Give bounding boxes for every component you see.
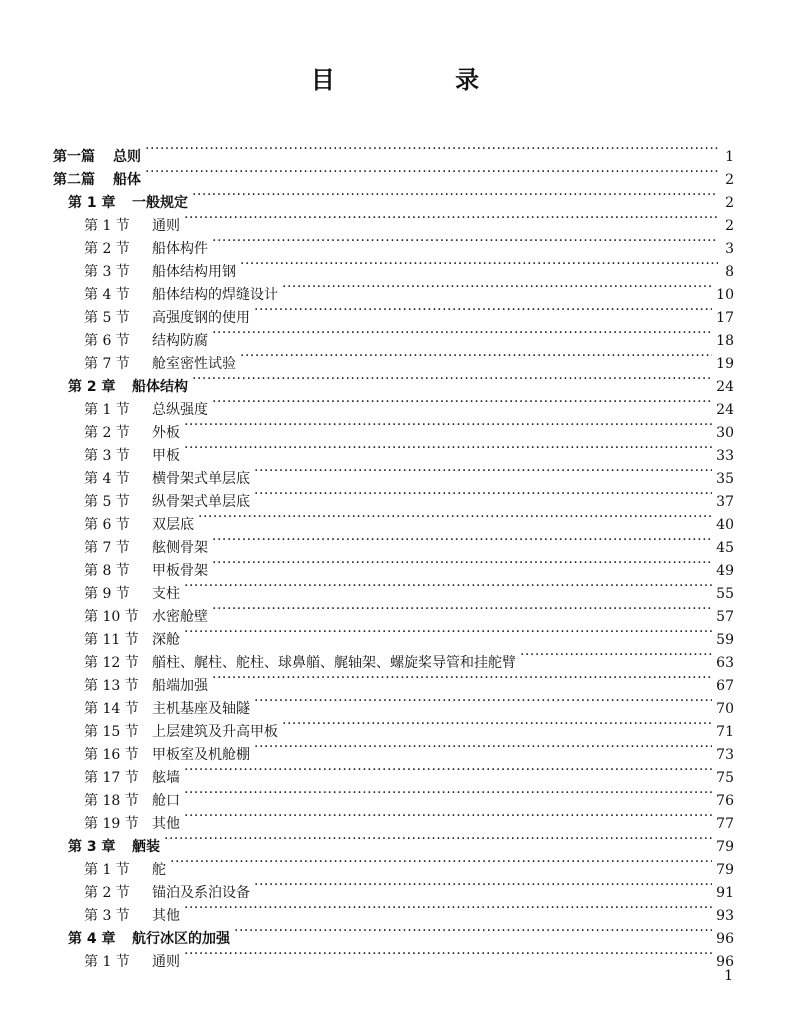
toc-entry-heading: 纵骨架式单层底 <box>152 494 250 510</box>
toc-entry-label: 第二篇 <box>53 172 95 188</box>
toc-entry-label: 第 10 节 <box>84 609 139 625</box>
dot-leader <box>184 575 712 598</box>
toc-entry-page: 24 <box>716 402 734 418</box>
toc-entry-label: 第 3 节 <box>84 908 130 924</box>
toc-entry-page: 76 <box>716 793 734 809</box>
dot-leader <box>240 345 712 368</box>
toc-entry-label: 第 12 节 <box>84 655 139 671</box>
toc-entry-page: 96 <box>716 954 734 970</box>
toc-entry-page: 93 <box>716 908 734 924</box>
toc-entry-label: 第 1 节 <box>84 954 130 970</box>
toc-entry-label: 第 14 节 <box>84 701 139 717</box>
toc-entry-label: 第 2 章 <box>68 379 116 395</box>
dot-leader <box>184 759 712 782</box>
toc-entry-label: 第 2 节 <box>84 425 130 441</box>
dot-leader <box>212 391 712 414</box>
toc-entry-heading: 高强度钢的使用 <box>152 310 250 326</box>
dot-leader <box>254 460 712 483</box>
toc-entry-heading: 艏柱、艉柱、舵柱、球鼻艏、艉轴架、螺旋桨导管和挂舵臂 <box>152 655 516 671</box>
toc-entry-label: 第 3 章 <box>68 839 116 855</box>
toc-entry-heading: 甲板骨架 <box>152 563 208 579</box>
toc-entry-label: 第 4 章 <box>68 931 116 947</box>
toc-entry-label: 第 3 节 <box>84 448 130 464</box>
toc-entry-heading: 锚泊及系泊设备 <box>152 885 250 901</box>
toc-entry-label: 第 17 节 <box>84 770 139 786</box>
toc-entry-label: 第 1 章 <box>68 195 116 211</box>
toc-entry-heading: 舵 <box>152 862 166 878</box>
toc-entry-heading: 一般规定 <box>132 195 188 211</box>
page-title: 目 录 <box>310 66 536 94</box>
toc-entry-label: 第 19 节 <box>84 816 139 832</box>
toc-entry-label: 第 1 节 <box>84 402 130 418</box>
dot-leader <box>184 897 712 920</box>
dot-leader <box>145 161 718 184</box>
toc-entry-label: 第 9 节 <box>84 586 130 602</box>
toc-entry-heading: 其他 <box>152 908 180 924</box>
toc-entry-label: 第 2 节 <box>84 885 130 901</box>
toc-entry-label: 第 1 节 <box>84 862 130 878</box>
toc-entry-page: 2 <box>725 218 734 234</box>
toc-entry-page: 35 <box>716 471 734 487</box>
dot-leader <box>212 322 712 345</box>
dot-leader <box>184 621 712 644</box>
toc-entry-page: 2 <box>725 172 734 188</box>
toc-entry-heading: 其他 <box>152 816 180 832</box>
toc-entry-page: 8 <box>725 264 734 280</box>
dot-leader <box>254 874 712 897</box>
toc-entry-heading: 船体构件 <box>152 241 208 257</box>
toc-entry-page: 77 <box>716 816 734 832</box>
toc-entry-page: 1 <box>725 149 734 165</box>
dot-leader <box>282 713 712 736</box>
dot-leader <box>198 506 712 529</box>
dot-leader <box>145 138 718 161</box>
toc-entry-label: 第 13 节 <box>84 678 139 694</box>
toc-entry-page: 45 <box>716 540 734 556</box>
toc-entry-page: 96 <box>716 931 734 947</box>
toc-entry-label: 第 5 节 <box>84 310 130 326</box>
toc-entry-heading: 通则 <box>152 954 180 970</box>
toc-entry-heading: 船体结构 <box>132 379 188 395</box>
page-number: 1 <box>724 968 733 984</box>
toc-entry-label: 第一篇 <box>53 149 95 165</box>
toc-entry-heading: 舷侧骨架 <box>152 540 208 556</box>
toc-entry-page: 79 <box>716 839 734 855</box>
dot-leader <box>240 253 718 276</box>
toc-entry-part <box>53 161 734 188</box>
toc-entry-page: 18 <box>716 333 734 349</box>
dot-leader <box>184 805 712 828</box>
toc-entry-heading: 总则 <box>113 149 141 165</box>
dot-leader <box>212 598 712 621</box>
dot-leader <box>282 276 712 299</box>
dot-leader <box>254 690 712 713</box>
toc-entry-page: 63 <box>716 655 734 671</box>
toc-entry-page: 10 <box>716 287 734 303</box>
toc-entry-label: 第 6 节 <box>84 333 130 349</box>
toc-entry-label: 第 1 节 <box>84 218 130 234</box>
dot-leader <box>192 184 718 207</box>
toc-entry-heading: 船端加强 <box>152 678 208 694</box>
toc-entry-label: 第 11 节 <box>84 632 139 648</box>
toc-entry-page: 70 <box>716 701 734 717</box>
toc-entry-label: 第 4 节 <box>84 471 130 487</box>
toc-entry-page: 17 <box>716 310 734 326</box>
dot-leader <box>184 782 712 805</box>
dot-leader <box>254 299 712 322</box>
toc-entry-page: 59 <box>716 632 734 648</box>
dot-leader <box>170 851 712 874</box>
toc-entry-heading: 船体结构的焊缝设计 <box>152 287 278 303</box>
toc-entry-page: 40 <box>716 517 734 533</box>
toc-entry-heading: 上层建筑及升高甲板 <box>152 724 278 740</box>
dot-leader <box>184 437 712 460</box>
toc-entry-heading: 主机基座及轴隧 <box>152 701 250 717</box>
toc-entry-page: 75 <box>716 770 734 786</box>
toc-entry-heading: 双层底 <box>152 517 194 533</box>
toc-entry-heading: 结构防腐 <box>152 333 208 349</box>
toc-entry-heading: 舷墙 <box>152 770 180 786</box>
toc-entry-label: 第 7 节 <box>84 540 130 556</box>
dot-leader <box>254 736 712 759</box>
dot-leader <box>212 667 712 690</box>
toc-entry-page: 33 <box>716 448 734 464</box>
toc-entry-heading: 深舱 <box>152 632 180 648</box>
toc-entry-page: 3 <box>725 241 734 257</box>
toc-entry-page: 67 <box>716 678 734 694</box>
dot-leader <box>192 368 712 391</box>
toc-entry-page: 57 <box>716 609 734 625</box>
toc-entry-label: 第 16 节 <box>84 747 139 763</box>
toc-entry-heading: 总纵强度 <box>152 402 208 418</box>
toc-entry-heading: 船体 <box>113 172 141 188</box>
toc-entry-page: 30 <box>716 425 734 441</box>
toc-entry-page: 2 <box>725 195 734 211</box>
dot-leader <box>254 483 712 506</box>
table-of-contents <box>53 138 734 970</box>
toc-entry-label: 第 6 节 <box>84 517 130 533</box>
toc-entry-label: 第 4 节 <box>84 287 130 303</box>
toc-entry-label: 第 18 节 <box>84 793 139 809</box>
toc-entry-label: 第 7 节 <box>84 356 130 372</box>
dot-leader <box>520 644 712 667</box>
toc-entry-heading: 舱口 <box>152 793 180 809</box>
toc-entry-heading: 甲板室及机舱棚 <box>152 747 250 763</box>
dot-leader <box>212 552 712 575</box>
toc-entry-heading: 航行冰区的加强 <box>132 931 230 947</box>
dot-leader <box>184 414 712 437</box>
toc-entry-label: 第 3 节 <box>84 264 130 280</box>
toc-entry-page: 79 <box>716 862 734 878</box>
toc-entry-page: 73 <box>716 747 734 763</box>
toc-entry-label: 第 8 节 <box>84 563 130 579</box>
toc-entry-heading: 水密舱壁 <box>152 609 208 625</box>
toc-entry-heading: 通则 <box>152 218 180 234</box>
dot-leader <box>212 230 718 253</box>
dot-leader <box>184 943 712 966</box>
toc-entry-label: 第 2 节 <box>84 241 130 257</box>
toc-entry-heading: 甲板 <box>152 448 180 464</box>
dot-leader <box>164 828 712 851</box>
toc-entry-page: 19 <box>716 356 734 372</box>
toc-entry-page: 24 <box>716 379 734 395</box>
toc-entry-page: 71 <box>716 724 734 740</box>
dot-leader <box>184 207 718 230</box>
toc-entry-page: 55 <box>716 586 734 602</box>
toc-entry-chapter <box>53 184 734 211</box>
toc-entry-page: 37 <box>716 494 734 510</box>
toc-entry-heading: 横骨架式单层底 <box>152 471 250 487</box>
dot-leader <box>234 920 712 943</box>
toc-entry-page: 49 <box>716 563 734 579</box>
toc-entry-heading: 舱室密性试验 <box>152 356 236 372</box>
toc-entry-heading: 舾装 <box>132 839 160 855</box>
toc-entry-heading: 支柱 <box>152 586 180 602</box>
dot-leader <box>212 529 712 552</box>
toc-entry-label: 第 15 节 <box>84 724 139 740</box>
toc-entry-heading: 外板 <box>152 425 180 441</box>
toc-entry-label: 第 5 节 <box>84 494 130 510</box>
toc-entry-heading: 船体结构用钢 <box>152 264 236 280</box>
toc-entry-page: 91 <box>716 885 734 901</box>
toc-entry-part <box>53 138 734 165</box>
